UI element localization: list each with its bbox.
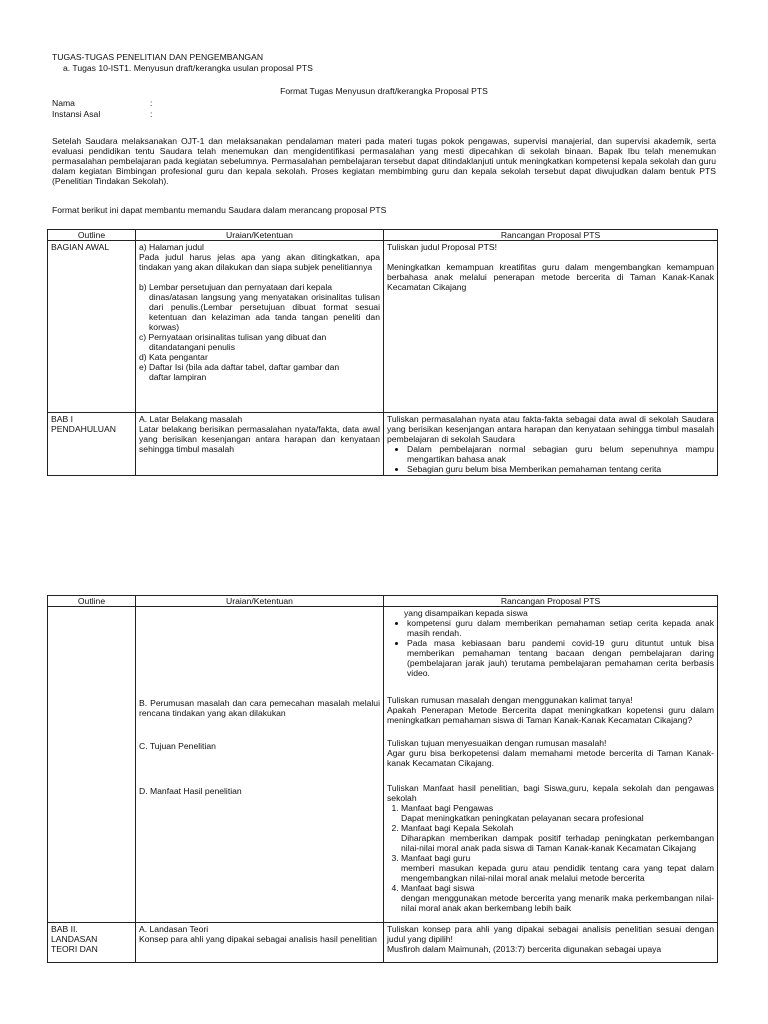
rumusan-instruction: Tuliskan rumusan masalah dengan menggunakan kalimat tanya! <box>387 695 633 705</box>
manfaat-title: D. Manfaat Hasil penelitian <box>139 786 242 796</box>
item-b-title: b) Lembar persetujuan dan pernyataan dari kepala <box>139 282 333 292</box>
teori-label: TEORI DAN <box>51 944 98 954</box>
proposal-table-1 <box>47 229 718 476</box>
format-title: Format Tugas Menyusun draft/kerangka Proposal PTS <box>280 86 488 96</box>
table-row-bab1-continued <box>48 607 718 923</box>
manfaat-2-text: Diharapkan memberikan dampak positif terhadap peningkatan perkembangan nilai-nilai moral anak pada siswa di Taman Kanak-kanak Kecamatan Cikajang <box>401 833 714 853</box>
nama-colon: : <box>150 98 153 108</box>
item-b-text: dinas/atasan langsung yang menyatakan orisinalitas tulisan dari penulis.(Lembar persetujuan dibuat format sesuai ketentuan dan kelaziman ada tanda tangan peneliti dan korwas) <box>149 292 380 332</box>
manfaat-2-title: 2. Manfaat bagi Kepala Sekolah <box>401 823 514 833</box>
continued-line: yang disampaikan kepada siswa <box>404 608 528 618</box>
table-row-bab1 <box>48 413 718 476</box>
header-outline: Outline <box>48 230 136 241</box>
uraian-bagian-awal <box>136 241 384 413</box>
proposal-table-2 <box>47 595 718 963</box>
list-item: • Pada masa kebiasaan baru pandemi covid-19 guru dituntut untuk bisa memberikan pemahaman tentang bacaan dengan pembelajaran daring (pembelajaran jarak jauh) terutama pembelajaran pemahaman cerita berbasis video. <box>407 638 714 678</box>
latar-belakang-text: Latar belakang berisikan permasalahan nyata/fakta, data awal yang berisikan kesenjangan antara harapan dan kenyataan sehingga timbul masalah <box>139 424 380 454</box>
landasan-text: Musfiroh dalam Maimunah, (2013:7) bercerita digunakan sebagai upaya <box>387 944 662 954</box>
manfaat-4-title: 4. Manfaat bagi siswa <box>401 883 475 893</box>
uraian-bab1-continued <box>136 607 384 923</box>
item-c-text: ditandatangani penulis <box>149 342 236 352</box>
list-item <box>401 803 714 823</box>
item-c-title: c) Pernyataan orisinalitas tulisan yang dibuat dan <box>139 332 327 342</box>
perumusan-title: B. Perumusan masalah dan cara pemecahan masalah melalui rencana tindakan yang akan dilakukan <box>139 698 380 718</box>
rancangan-bab1 <box>384 413 718 476</box>
header-uraian: Uraian/Ketentuan <box>136 596 384 607</box>
bab2-label: BAB II. <box>51 924 78 934</box>
list-item <box>401 883 714 913</box>
header-rancangan: Rancangan Proposal PTS <box>384 596 718 607</box>
table-row-bagian-awal <box>48 241 718 413</box>
landasan-label: LANDASAN <box>51 934 98 944</box>
tujuan-instruction: Tuliskan tujuan menyesuaikan dengan rumusan masalah! <box>387 738 607 748</box>
manfaat-3-title: 3. Manfaat bagi guru <box>401 853 471 863</box>
format-note: Format berikut ini dapat membantu memandu Saudara dalam merancang proposal PTS <box>52 205 387 215</box>
list-item: • Dalam pembelajaran normal sebagian guru belum sepenuhnya mampu mengartikan bahasa anak <box>407 444 714 464</box>
outline-empty <box>48 607 136 923</box>
rancangan-bab1-continued <box>384 607 718 923</box>
instansi-colon: : <box>150 109 153 119</box>
manfaat-1-title: 1. Manfaat bagi Pengawas <box>401 803 494 813</box>
manfaat-1-text: Dapat meningkatkan peningkatan pelayanan secara profesional <box>401 813 644 823</box>
table-row-bab2 <box>48 923 718 963</box>
doc-subtitle: a. Tugas 10-IST1. Menyusun draft/kerangka usulan proposal PTS <box>63 63 313 73</box>
outline-bab1 <box>48 413 136 476</box>
manfaat-list <box>387 803 714 913</box>
nama-label: Nama <box>52 98 75 108</box>
list-item <box>401 823 714 853</box>
item-d-text: d) Kata pengantar <box>139 352 208 362</box>
judul-instruction: Tuliskan judul Proposal PTS! <box>387 242 498 252</box>
latar-bullets <box>387 444 714 474</box>
tujuan-answer: Agar guru bisa berkopetensi dalam memahami metode bercerita di Taman Kanak-kanak Kecamatan Cikajang. <box>387 748 714 768</box>
item-a-text: Pada judul harus jelas apa yang akan ditingkatkan, apa tindakan yang akan dilakukan dan siapa subjek penelitiannya <box>139 252 380 272</box>
table-header-row <box>48 230 718 241</box>
pendahuluan-label: PENDAHULUAN <box>51 424 116 434</box>
landasan-teori-text: Konsep para ahli yang dipakai sebagai analisis hasil penelitian <box>139 934 377 944</box>
list-item <box>401 853 714 883</box>
item-e-title: e) Daftar Isi (bila ada daftar tabel, daftar gambar dan <box>139 362 340 372</box>
list-item: • Sebagian guru belum bisa Memberikan pemahaman tentang cerita <box>407 464 714 474</box>
header-uraian: Uraian/Ketentuan <box>136 230 384 241</box>
instansi-label: Instansi Asal <box>52 109 101 119</box>
rancangan-bagian-awal <box>384 241 718 413</box>
table-header-row <box>48 596 718 607</box>
judul-proposal: Meningkatkan kemampuan kreatifitas guru dalam mengembangkan kemampuan berbahasa anak melalui penerapan metode bercerita di Taman Kanak-Kanak Kecamatan Cikajang <box>387 262 714 292</box>
list-item: • kompetensi guru dalam memberikan pemahaman setiap cerita kepada anak masih rendah. <box>407 618 714 638</box>
tujuan-title: C. Tujuan Penelitian <box>139 741 216 751</box>
header-rancangan: Rancangan Proposal PTS <box>384 230 718 241</box>
outline-bagian-awal: BAGIAN AWAL <box>48 241 136 413</box>
header-outline: Outline <box>48 596 136 607</box>
rumusan-answer: Apakah Penerapan Metode Bercerita dapat meningkatkan kopetensi guru dalam meningkatkan pemahaman siswa di Taman Kanak-Kanak Kecamatan Cikajang? <box>387 705 714 725</box>
landasan-teori-title: A. Landasan Teori <box>139 924 209 934</box>
uraian-bab2 <box>136 923 384 963</box>
item-e-text: daftar lampiran <box>149 372 207 382</box>
manfaat-instruction: Tuliskan Manfaat hasil penelitian, bagi Siswa,guru, kepala sekolah dan pengawas sekolah <box>387 783 714 803</box>
manfaat-4-text: dengan menggunakan metode bercerita yang menarik maka perkembangan nilai-nilai moral anak akan berkembang lebih baik <box>401 893 714 913</box>
intro-paragraph: Setelah Saudara melaksanakan OJT-1 dan melaksanakan pendalaman materi pada materi tugas pokok pengawas, supervisi manajerial, dan supervisi akademik, serta evaluasi pendidikan tentu Saudara telah menemukan dan mengidentifikasi permasalahan yang mesti dipecahkan di sekolah binaan. Bapak Ibu telah menemukan permasalahan pembelajaran pada kegiatan sebelumnya. Permasalahan pembelajaran tersebut dapat ditindaklanjuti untuk meningkatkan kompetensi kepala sekolah dan guru dalam kegiatan Bimbingan profesional guru dan kepala sekolah. Proses kegiatan membimbing guru dan kepala sekolah tersebut dapat diwujudkan dalam bentuk PTS (Penelitian Tindakan Sekolah). <box>52 136 716 186</box>
latar-instruction: Tuliskan permasalahan nyata atau fakta-fakta sebagai data awal di sekolah Saudara yang berisikan kesenjangan antara harapan dan kenyataan sehingga timbul masalah pembelajaran di sekolah Saudara <box>387 414 714 444</box>
manfaat-3-text: memberi masukan kepada guru atau pendidik tentang cara yang tepat dalam mengembangkan nilai-nilai moral anak melalui metode bercerita <box>401 863 714 883</box>
item-a-title: a) Halaman judul <box>139 242 204 252</box>
latar-belakang-title: A. Latar Belakang masalah <box>139 414 243 424</box>
uraian-bab1 <box>136 413 384 476</box>
landasan-instruction: Tuliskan konsep para ahli yang dipakai sebagai analisis penelitian sesuai dengan judul yang dipilih! <box>387 924 714 944</box>
bab1-label: BAB I <box>51 414 73 424</box>
continued-bullets <box>387 618 714 678</box>
rancangan-bab2 <box>384 923 718 963</box>
outline-bab2 <box>48 923 136 963</box>
doc-title: TUGAS-TUGAS PENELITIAN DAN PENGEMBANGAN <box>52 52 264 62</box>
